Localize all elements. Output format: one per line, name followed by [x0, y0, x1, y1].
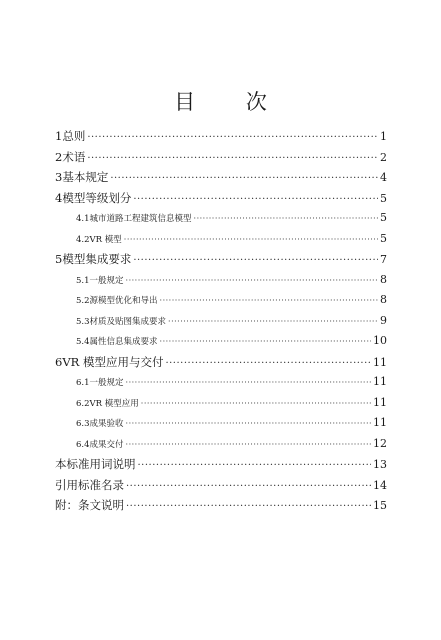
toc-entry-number: 6.3 — [76, 419, 90, 429]
toc-entry-number: 5.2 — [76, 296, 90, 306]
toc-entry[interactable] — [55, 270, 387, 291]
toc-entry-label: VR 模型应用 — [89, 398, 139, 409]
dot-leader — [138, 456, 372, 477]
toc-entry-page-number: 4 — [380, 171, 387, 184]
toc-entry[interactable] — [55, 393, 387, 414]
toc-entry-label: VR 模型 — [89, 234, 122, 245]
toc-entry-label: 本标准用词说明 — [55, 457, 136, 471]
toc-entry-number: 5.1 — [76, 275, 90, 286]
toc-entry-page-number: 11 — [373, 395, 387, 409]
toc-entry-page-number: 1 — [380, 130, 387, 143]
toc-entry-number: 4.2 — [76, 234, 90, 245]
dot-leader — [160, 332, 371, 353]
toc-entry-number: 6.1 — [76, 378, 90, 388]
toc-entry-number: 3 — [55, 170, 63, 184]
toc-entry[interactable] — [55, 249, 387, 270]
toc-entry-page-number: 8 — [380, 272, 387, 286]
dot-leader — [87, 149, 378, 170]
toc-entry[interactable] — [55, 167, 387, 188]
dot-leader — [87, 128, 378, 149]
dot-leader — [165, 354, 371, 375]
toc-entry-page-number: 11 — [373, 416, 387, 429]
toc-entry-number: 6 — [55, 354, 63, 369]
toc-entry-label: 总则 — [62, 129, 86, 143]
page-title: 目 次 — [174, 90, 289, 114]
toc-entry-page-number: 9 — [380, 313, 387, 327]
toc-entry-label: 一般规定 — [89, 378, 124, 388]
toc-entry-label: 基本规定 — [62, 170, 109, 184]
toc-entry-number: 5.4 — [76, 337, 90, 347]
toc-entry[interactable] — [55, 331, 387, 352]
table-of-contents — [55, 126, 387, 516]
toc-entry-number: 6.2 — [76, 398, 90, 409]
toc-entry-page-number: 15 — [373, 499, 387, 512]
toc-entry-page-number: 11 — [373, 375, 387, 388]
dot-leader — [126, 271, 378, 292]
toc-entry-page-number: 13 — [373, 458, 387, 471]
toc-entry-label: 术语 — [62, 149, 86, 164]
toc-entry[interactable] — [55, 372, 387, 393]
toc-entry[interactable] — [55, 434, 387, 455]
toc-entry[interactable] — [55, 475, 387, 496]
toc-entry-page-number: 5 — [380, 191, 387, 205]
dot-leader — [126, 414, 371, 435]
toc-entry-label: 源模型优化和导出 — [89, 296, 158, 306]
toc-entry-label: 属性信息集成要求 — [89, 337, 158, 347]
toc-entry-label: 材质及贴图集成要求 — [89, 316, 167, 327]
toc-entry[interactable] — [55, 352, 387, 373]
toc-entry-page-number: 2 — [380, 150, 387, 164]
toc-entry-number: 1 — [55, 129, 63, 143]
dot-leader — [133, 190, 378, 211]
dot-leader — [126, 435, 371, 456]
toc-entry-page-number: 8 — [380, 293, 387, 306]
toc-entry-number: 4.1 — [76, 214, 90, 224]
toc-entry-page-number: 14 — [373, 478, 387, 492]
toc-entry-label: 模型集成要求 — [62, 252, 132, 266]
toc-entry-label: VR 模型应用与交付 — [62, 354, 164, 369]
toc-entry[interactable] — [55, 454, 387, 475]
toc-entry-page-number: 12 — [373, 436, 387, 450]
toc-entry-number: 5 — [55, 252, 63, 266]
toc-entry-label: 附：条文说明 — [55, 498, 124, 512]
toc-entry-page-number: 7 — [380, 253, 387, 266]
dot-leader — [126, 373, 371, 394]
toc-entry[interactable] — [55, 413, 387, 434]
toc-entry-label: 引用标准名录 — [55, 477, 124, 492]
dot-leader — [126, 477, 371, 498]
toc-entry-label: 模型等级划分 — [62, 190, 132, 205]
dot-leader — [194, 209, 378, 230]
dot-leader — [110, 169, 378, 190]
toc-entry-page-number: 11 — [373, 355, 387, 369]
toc-entry-number: 2 — [55, 149, 63, 164]
toc-entry-number: 4 — [55, 190, 63, 205]
toc-entry-label: 一般规定 — [89, 275, 124, 286]
toc-entry-label: 成果交付 — [89, 439, 124, 450]
dot-leader — [126, 497, 371, 518]
dot-leader — [133, 251, 378, 272]
toc-entry-label: 成果验收 — [89, 419, 124, 429]
toc-entry-label: 城市道路工程建筑信息模型 — [89, 214, 192, 224]
dot-leader — [168, 312, 378, 333]
toc-entry-page-number: 5 — [380, 211, 387, 224]
toc-entry-number: 5.3 — [76, 316, 90, 327]
toc-entry[interactable] — [55, 311, 387, 332]
dot-leader — [141, 394, 371, 415]
dot-leader — [124, 230, 378, 251]
toc-entry[interactable] — [55, 188, 387, 209]
toc-entry[interactable] — [55, 290, 387, 311]
toc-entry[interactable] — [55, 147, 387, 168]
toc-entry-page-number: 5 — [380, 231, 387, 245]
toc-entry[interactable] — [55, 229, 387, 250]
toc-entry[interactable] — [55, 208, 387, 229]
dot-leader — [160, 291, 378, 312]
toc-entry-number: 6.4 — [76, 439, 90, 450]
toc-entry[interactable] — [55, 126, 387, 147]
toc-entry-page-number: 10 — [373, 334, 387, 347]
toc-entry[interactable] — [55, 495, 387, 516]
